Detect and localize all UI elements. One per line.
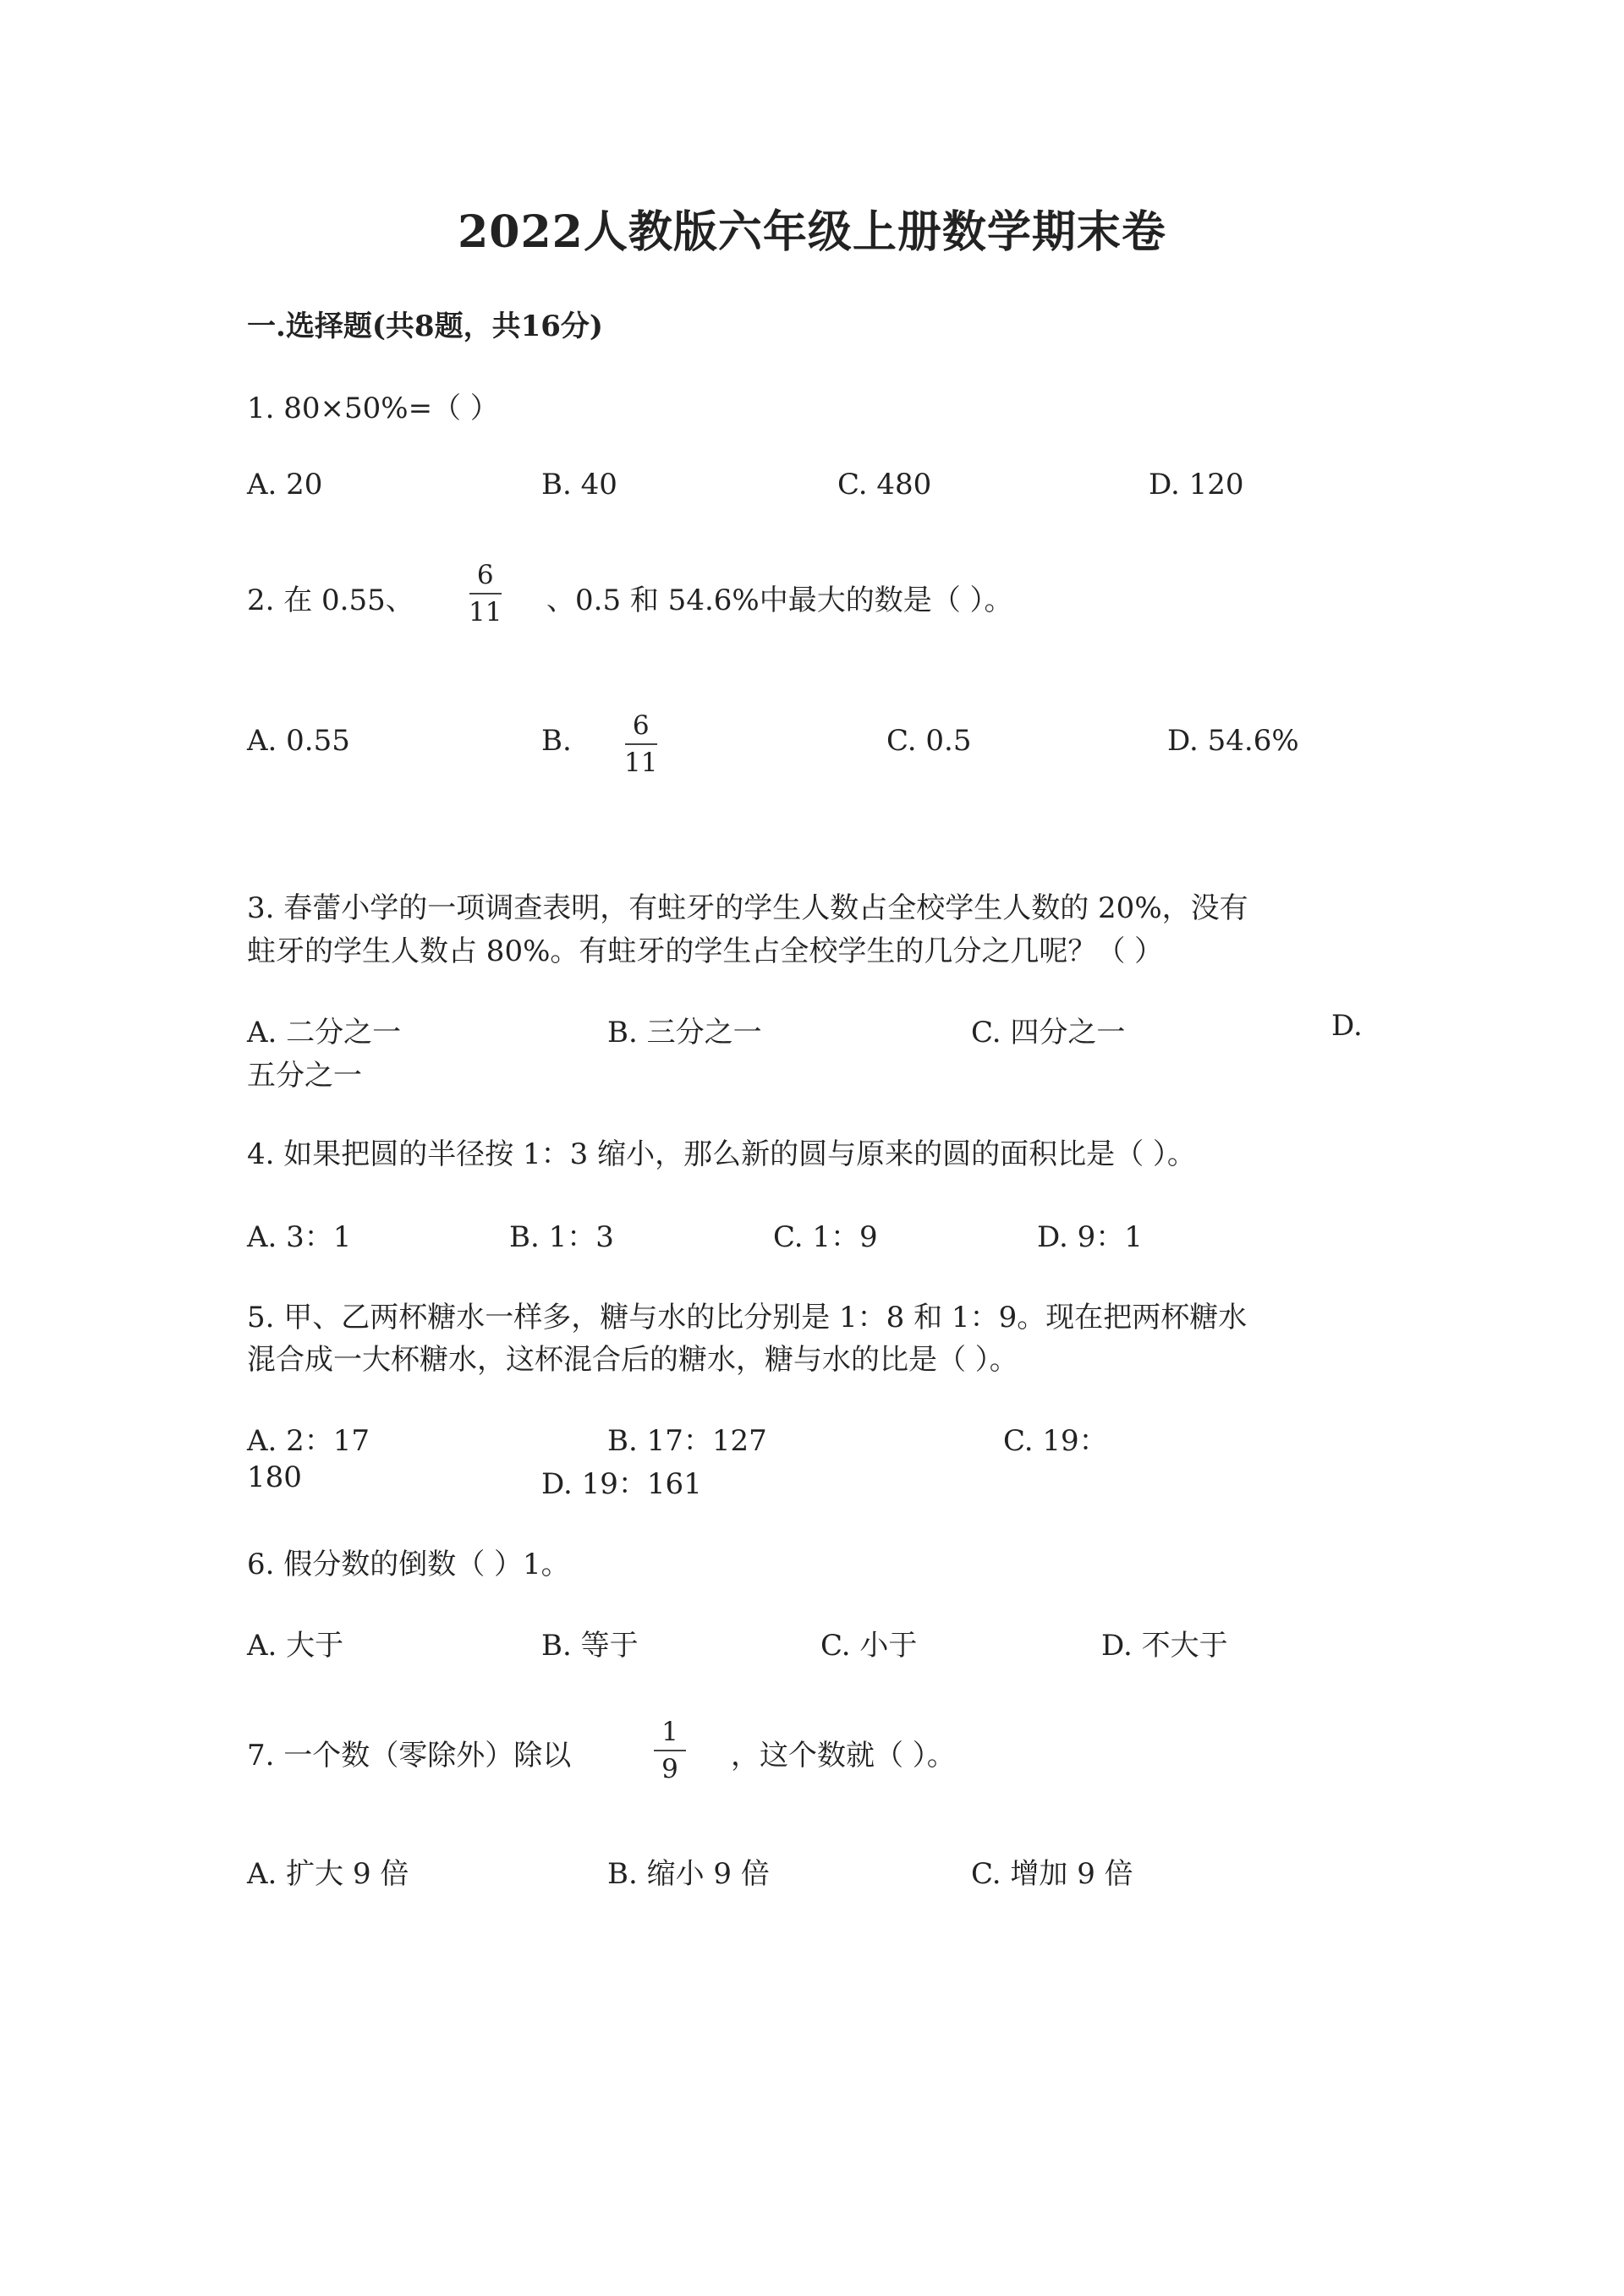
q3-option-d-wrap: 五分之一 <box>247 1059 362 1093</box>
question-7-stem-before: 7. 一个数（零除外）除以 <box>247 1739 572 1773</box>
question-2-stem-before: 2. 在 0.55、 <box>247 584 414 617</box>
q1-option-a: A. 20 <box>247 468 323 501</box>
q2-fraction <box>469 560 502 627</box>
fraction-numerator: 6 <box>632 710 650 741</box>
q7-option-a: A. 扩大 9 倍 <box>247 1857 409 1891</box>
q3-option-c: C. 四分之一 <box>971 1016 1126 1049</box>
q1-option-c: C. 480 <box>837 468 932 501</box>
fraction-bar <box>654 1750 686 1751</box>
q3-option-d: D. <box>1331 1009 1363 1043</box>
q2-option-c: C. 0.5 <box>886 724 972 758</box>
page-title: 2022人教版六年级上册数学期末卷 <box>458 206 1166 258</box>
q4-option-d: D. 9：1 <box>1037 1220 1143 1254</box>
fraction-numerator: 1 <box>661 1717 678 1747</box>
question-7-stem-after: ，这个数就（ ）。 <box>731 1739 956 1773</box>
q7-option-c: C. 增加 9 倍 <box>971 1857 1133 1891</box>
q5-option-c: C. 19： <box>1003 1424 1108 1458</box>
q7-option-b: B. 缩小 9 倍 <box>607 1857 770 1891</box>
q5-option-b: B. 17：127 <box>607 1424 767 1458</box>
q2-option-b-fraction <box>624 710 657 778</box>
q2-option-d: D. 54.6% <box>1167 724 1299 758</box>
q2-option-a: A. 0.55 <box>247 724 350 758</box>
question-4-stem: 4. 如果把圆的半径按 1：3 缩小，那么新的圆与原来的圆的面积比是（ ）。 <box>247 1137 1196 1171</box>
q4-option-a: A. 3：1 <box>247 1220 352 1254</box>
question-1-stem: 1. 80×50%=（ ） <box>247 392 499 425</box>
question-5-stem-line1: 5. 甲、乙两杯糖水一样多，糖与水的比分别是 1：8 和 1：9。现在把两杯糖水 <box>247 1301 1248 1334</box>
q1-option-b: B. 40 <box>541 468 617 501</box>
question-6-stem: 6. 假分数的倒数（ ）1。 <box>247 1548 570 1581</box>
q4-option-b: B. 1：3 <box>509 1220 614 1254</box>
q6-option-b: B. 等于 <box>541 1629 639 1663</box>
q3-option-b: B. 三分之一 <box>607 1016 762 1049</box>
q1-option-d: D. 120 <box>1149 468 1244 501</box>
q6-option-a: A. 大于 <box>247 1629 344 1663</box>
q5-option-c-wrap: 180 <box>247 1460 302 1494</box>
fraction-bar <box>469 593 502 595</box>
q5-option-d: D. 19：161 <box>541 1467 702 1501</box>
question-3-stem-line2: 蛀牙的学生人数占 80%。有蛀牙的学生占全校学生的几分之几呢？（ ） <box>247 934 1164 968</box>
q4-option-c: C. 1：9 <box>773 1220 878 1254</box>
section-heading: 一.选择题(共8题，共16分) <box>247 310 603 343</box>
question-2-stem-after: 、0.5 和 54.6%中最大的数是（ ）。 <box>546 584 1013 617</box>
fraction-denominator: 11 <box>624 748 658 778</box>
q3-option-a: A. 二分之一 <box>247 1016 402 1049</box>
question-3-stem-line1: 3. 春蕾小学的一项调查表明，有蛀牙的学生人数占全校学生人数的 20%，没有 <box>247 891 1248 925</box>
q2-option-b: B. <box>541 724 572 758</box>
fraction-numerator: 6 <box>476 560 494 590</box>
fraction-denominator: 9 <box>661 1754 678 1784</box>
fraction-bar <box>625 743 657 745</box>
question-5-stem-line2: 混合成一大杯糖水，这杯混合后的糖水，糖与水的比是（ ）。 <box>247 1343 1018 1377</box>
q7-fraction <box>654 1717 686 1784</box>
q6-option-c: C. 小于 <box>820 1629 918 1663</box>
fraction-denominator: 11 <box>469 597 502 627</box>
q6-option-d: D. 不大于 <box>1101 1629 1228 1663</box>
q5-option-a: A. 2：17 <box>247 1424 370 1458</box>
